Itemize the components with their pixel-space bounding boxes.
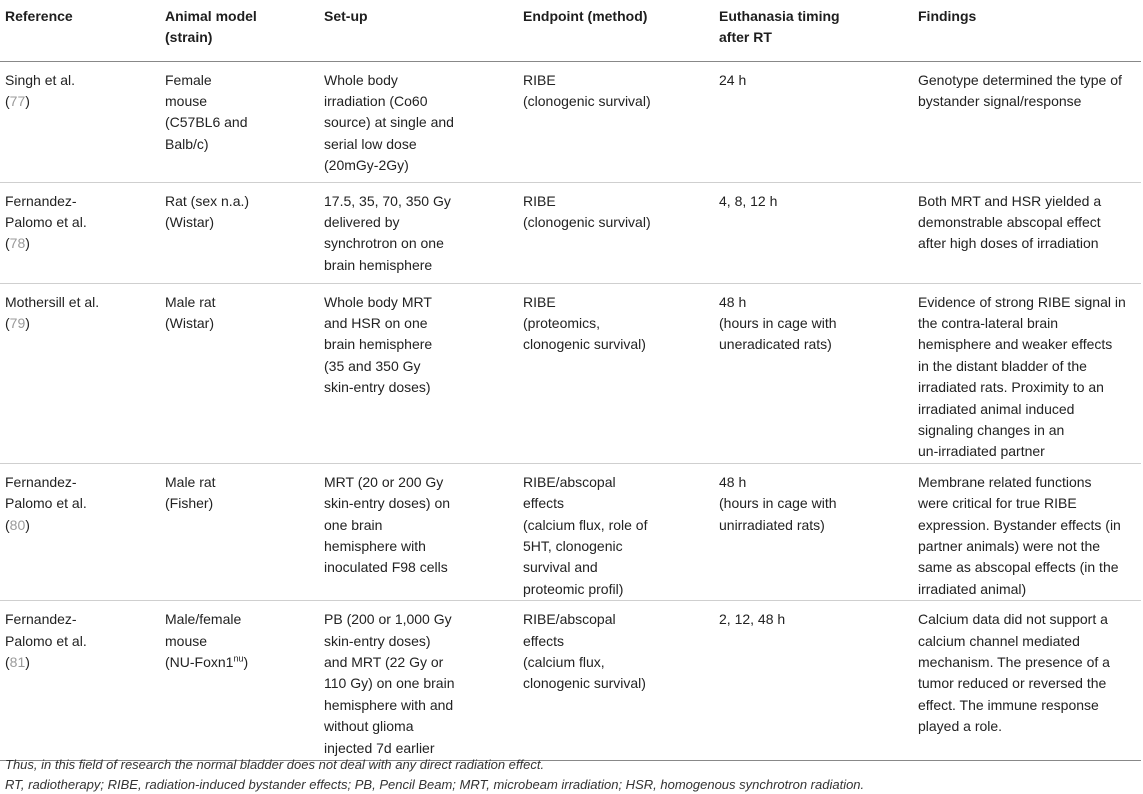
- cell-findings: Evidence of strong RIBE signal in the contra-lateral brain hemisphere and weaker effects in the distant bladder of the irradiated rats. Proximity to an irradiated animal induced signaling changes in an un-irradiated partner: [910, 283, 1141, 463]
- cell-setup: PB (200 or 1,000 Gy skin-entry doses) and MRT (22 Gy or 110 Gy) on one brain hemisphere with and without glioma injected 7d earlier: [316, 601, 515, 761]
- cell-endpoint: RIBE (proteomics, clonogenic survival): [515, 283, 711, 463]
- cell-endpoint: RIBE/abscopal effects (calcium flux, clonogenic survival): [515, 601, 711, 761]
- cell-findings: Membrane related functions were critical for true RIBE expression. Bystander effects (in partner animals) were not the same as abscopal effects (in the irradiated animal): [910, 463, 1141, 600]
- cell-endpoint: RIBE (clonogenic survival): [515, 61, 711, 182]
- table-row: [0, 283, 1141, 463]
- cell-euthanasia-timing: 48 h (hours in cage with uneradicated rats): [711, 283, 910, 463]
- reference-number-link[interactable]: 78: [9, 235, 26, 252]
- header-findings: Findings: [910, 0, 1141, 61]
- reference-number-link[interactable]: 79: [9, 314, 26, 331]
- cell-animal-model: Male rat (Fisher): [157, 463, 316, 600]
- cell-setup: 17.5, 35, 70, 350 Gy delivered by synchrotron on one brain hemisphere: [316, 182, 515, 283]
- cell-reference: Fernandez- Palomo et al. (80): [0, 463, 157, 600]
- table-row: [0, 601, 1141, 761]
- cell-euthanasia-timing: 24 h: [711, 61, 910, 182]
- header-reference: Reference: [0, 0, 157, 61]
- cell-endpoint: RIBE (clonogenic survival): [515, 182, 711, 283]
- header-row: [0, 0, 1141, 61]
- cell-setup: Whole body MRT and HSR on one brain hemisphere (35 and 350 Gy skin-entry doses): [316, 283, 515, 463]
- cell-reference: Mothersill et al. (79): [0, 283, 157, 463]
- header-animal-model: Animal model (strain): [157, 0, 316, 61]
- cell-reference: Fernandez- Palomo et al. (78): [0, 182, 157, 283]
- cell-animal-model: Male rat (Wistar): [157, 283, 316, 463]
- cell-euthanasia-timing: 4, 8, 12 h: [711, 182, 910, 283]
- cell-setup: MRT (20 or 200 Gy skin-entry doses) on one brain hemisphere with inoculated F98 cells: [316, 463, 515, 600]
- cell-euthanasia-timing: 48 h (hours in cage with unirradiated rats): [711, 463, 910, 600]
- reference-number-link[interactable]: 81: [9, 654, 26, 670]
- cell-reference: Singh et al. (77): [0, 61, 157, 182]
- header-setup: Set-up: [316, 0, 515, 61]
- table-footnote: Thus, in this field of research the normal bladder does not deal with any direct radiation effect.: [5, 757, 545, 772]
- header-euthanasia-timing: Euthanasia timing after RT: [711, 0, 910, 61]
- reference-number-link[interactable]: 77: [9, 92, 26, 109]
- cell-animal-model: Female mouse (C57BL6 and Balb/c): [157, 61, 316, 182]
- cell-findings: Both MRT and HSR yielded a demonstrable abscopal effect after high doses of irradiation: [910, 182, 1141, 283]
- header-endpoint: Endpoint (method): [515, 0, 711, 61]
- cell-findings: Genotype determined the type of bystander signal/response: [910, 61, 1141, 182]
- cell-animal-model: Male/female mouse $(NU-Foxn1^{nu})$: [157, 601, 316, 761]
- cell-findings: Calcium data did not support a calcium channel mediated mechanism. The presence of a tumor reduced or reversed the effect. The immune response played a role.: [910, 601, 1141, 761]
- table-abbreviations: RT, radiotherapy; RIBE, radiation-induced bystander effects; PB, Pencil Beam; MRT, microbeam irradiation; HSR, homogenous synchrotron radiation.: [5, 777, 865, 792]
- cell-euthanasia-timing: 2, 12, 48 h: [711, 601, 910, 761]
- cell-reference: Fernandez- Palomo et al. (81): [0, 601, 157, 761]
- cell-setup: Whole body irradiation (Co60 source) at single and serial low dose (20mGy-2Gy): [316, 61, 515, 182]
- table-row: [0, 182, 1141, 283]
- table-row: [0, 61, 1141, 182]
- cell-animal-model: Rat (sex n.a.) (Wistar): [157, 182, 316, 283]
- table-row: [0, 463, 1141, 600]
- reference-number-link[interactable]: 80: [9, 516, 26, 533]
- cell-endpoint: RIBE/abscopal effects (calcium flux, role of 5HT, clonogenic survival and proteomic profil): [515, 463, 711, 600]
